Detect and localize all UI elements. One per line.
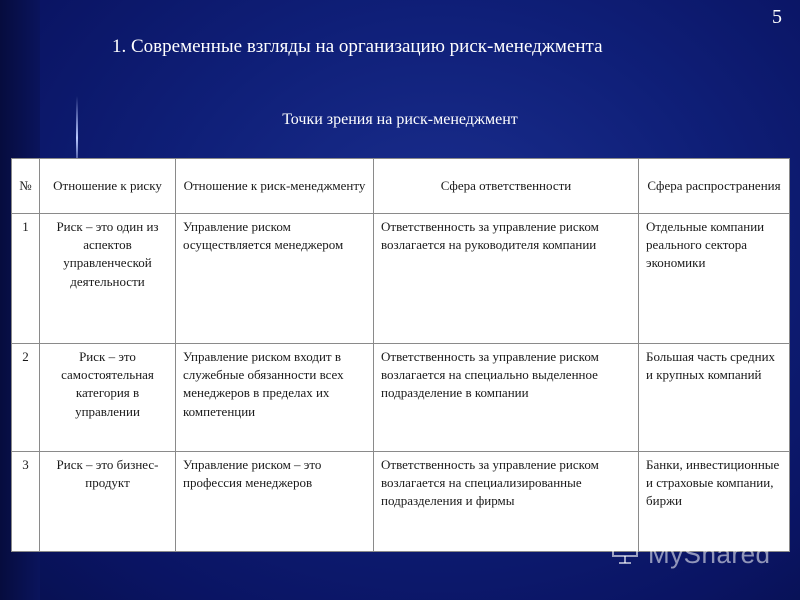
header-risk-attitude: Отношение к риску <box>40 159 176 214</box>
cell-scope: Отдельные компании реального сектора экономики <box>639 214 790 344</box>
header-management-attitude: Отношение к риск-менеджменту <box>176 159 374 214</box>
cell-responsibility: Ответственность за управление риском возлагается на специализированные подразделения и фирмы <box>374 452 639 552</box>
cell-risk-attitude: Риск – это самостоятельная категория в управлении <box>40 344 176 452</box>
watermark <box>610 536 771 573</box>
cell-scope: Большая часть средних и крупных компаний <box>639 344 790 452</box>
cell-management-attitude: Управление риском входит в служебные обязанности всех менеджеров в пределах их компетенции <box>176 344 374 452</box>
page-number: 5 <box>772 6 782 28</box>
table-row <box>12 344 790 452</box>
table-caption: Точки зрения на риск-менеджмент <box>282 111 518 128</box>
cell-risk-attitude: Риск – это бизнес-продукт <box>40 452 176 552</box>
watermark-text: MyShared <box>648 539 771 569</box>
header-number: № <box>12 159 40 214</box>
cell-scope: Банки, инвестиционные и страховые компании, биржи <box>639 452 790 552</box>
table-header-row <box>12 159 790 214</box>
cell-responsibility: Ответственность за управление риском возлагается на руководителя компании <box>374 214 639 344</box>
row-number: 1 <box>12 214 40 344</box>
header-scope: Сфера распространения <box>639 159 790 214</box>
risk-management-table <box>11 158 790 552</box>
row-number: 2 <box>12 344 40 452</box>
row-number: 3 <box>12 452 40 552</box>
cell-responsibility: Ответственность за управление риском возлагается на специально выделенное подразделение в компании <box>374 344 639 452</box>
header-responsibility: Сфера ответственности <box>374 159 639 214</box>
table-row <box>12 214 790 344</box>
cell-management-attitude: Управление риском осуществляется менеджером <box>176 214 374 344</box>
cell-risk-attitude: Риск – это один из аспектов управленческой деятельности <box>40 214 176 344</box>
decor-vertical-line <box>76 96 78 166</box>
cell-management-attitude: Управление риском – это профессия менеджеров <box>176 452 374 552</box>
presentation-board-icon <box>610 536 640 573</box>
slide-title: 1. Современные взгляды на организацию риск-менеджмента <box>112 36 603 57</box>
